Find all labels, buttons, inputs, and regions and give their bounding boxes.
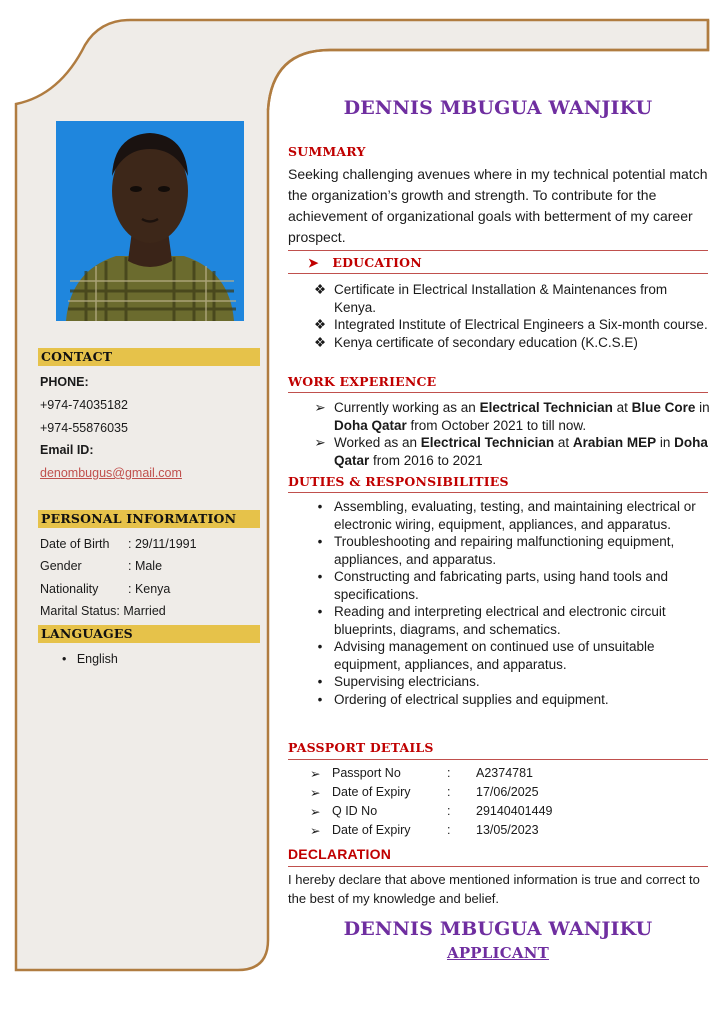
dob-row (40, 537, 197, 551)
diamond-bullet-icon: ❖ (313, 317, 327, 332)
education-heading (308, 255, 422, 270)
bullet-icon: • (317, 499, 323, 514)
marital-row (40, 604, 166, 618)
summary-heading: SUMMARY (288, 144, 366, 159)
arrow-bullet-icon: ➢ (310, 824, 321, 838)
bullet-icon: • (317, 534, 323, 549)
bullet-icon: • (317, 639, 323, 654)
personal-info-heading: PERSONAL INFORMATION (38, 510, 260, 528)
nationality-value: : Kenya (128, 582, 171, 596)
list-item: • Assembling, evaluating, testing, and maintaining electrical or electronic wiring, equipment, appliances, and apparatus. (310, 498, 710, 533)
bullet-icon: • (317, 691, 323, 707)
dob-value: : 29/11/1991 (128, 537, 197, 551)
education-list (310, 281, 710, 351)
gender-label: Gender (40, 559, 82, 573)
list-item: ❖ Certificate in Electrical Installation & Maintenances from Kenya. (310, 281, 710, 316)
list-item: • Advising management on continued use of unsuitable equipment, appliances, and apparatus. (310, 638, 710, 673)
email-label: Email ID: (40, 443, 94, 457)
marital-label: Marital Status (40, 604, 117, 618)
bullet-icon: • (317, 569, 323, 584)
list-item: • Constructing and fabricating parts, using hand tools and specifications. (310, 568, 710, 603)
summary-rule (288, 250, 708, 251)
work-list (310, 399, 710, 469)
declaration-heading: DECLARATION (288, 846, 392, 862)
duties-heading: DUTIES & RESPONSIBILITIES (288, 474, 509, 489)
passport-heading: PASSPORT DETAILS (288, 740, 434, 755)
passport-rule (288, 759, 708, 760)
nationality-label: Nationality (40, 582, 99, 596)
declaration-text: I hereby declare that above mentioned information is true and correct to the best of my knowledge and belief. (288, 872, 700, 906)
signature-name: DENNIS MBUGUA WANJIKU (343, 918, 653, 940)
duties-list (310, 498, 710, 708)
arrow-bullet-icon: ➢ (314, 435, 326, 450)
education-rule (288, 273, 708, 274)
nationality-row (40, 582, 170, 596)
list-item: ➢ Currently working as an Electrical Technician at Blue Core in Doha Qatar from October 2021 to till now. (310, 399, 710, 434)
gender-value: : Male (128, 559, 163, 573)
list-item: ❖ Kenya certificate of secondary education (K.C.S.E) (310, 334, 710, 352)
phone-2: +974-55876035 (40, 421, 128, 435)
work-heading: WORK EXPERIENCE (288, 374, 437, 389)
list-item: ➢ Worked as an Electrical Technician at Arabian MEP in Doha Qatar from 2016 to 2021 (310, 434, 710, 469)
gender-row (40, 559, 162, 573)
list-item: • Troubleshooting and repairing malfunctioning equipment, appliances, and apparatus. (310, 533, 710, 568)
email-link[interactable]: denombugus@gmail.com (40, 466, 182, 480)
work-rule (288, 392, 708, 393)
language-label: English (76, 652, 118, 666)
bullet-icon: • (317, 674, 323, 689)
duties-rule (288, 492, 708, 493)
phone-label: PHONE: (40, 375, 89, 389)
signature-role: APPLICANT (446, 944, 549, 962)
arrow-bullet-icon: ➢ (310, 805, 321, 819)
arrow-bullet-icon: ➢ (310, 786, 321, 800)
phone-1: +974-74035182 (40, 398, 128, 412)
dob-label: Date of Birth (40, 537, 110, 551)
arrow-bullet-icon: ➢ (314, 400, 326, 415)
education-heading-label: EDUCATION (332, 255, 422, 270)
list-item: • Reading and interpreting electrical and electronic circuit blueprints, diagrams, and schematics. (310, 603, 710, 638)
profile-photo (56, 121, 244, 321)
arrow-icon: ➤ (308, 255, 319, 270)
contact-heading: CONTACT (38, 348, 260, 366)
declaration-rule (288, 866, 708, 867)
bullet-icon: • (62, 652, 67, 666)
diamond-bullet-icon: ❖ (313, 282, 327, 297)
list-item: • Ordering of electrical supplies and equipment. (310, 691, 710, 709)
language-item (62, 652, 118, 666)
bullet-icon: • (317, 604, 323, 619)
diamond-bullet-icon: ❖ (313, 334, 327, 350)
arrow-bullet-icon: ➢ (310, 767, 321, 781)
marital-value: : Married (116, 604, 166, 618)
list-item: • Supervising electricians. (310, 673, 710, 691)
applicant-name: DENNIS MBUGUA WANJIKU (343, 97, 653, 119)
list-item: ❖ Integrated Institute of Electrical Engineers a Six-month course. (310, 316, 710, 334)
languages-heading: LANGUAGES (38, 625, 260, 643)
summary-text: Seeking challenging avenues where in my technical potential match the organization’s growth and strength. To contribute for the achievement of organizational goals with betterment of my career prospect. (288, 166, 708, 245)
